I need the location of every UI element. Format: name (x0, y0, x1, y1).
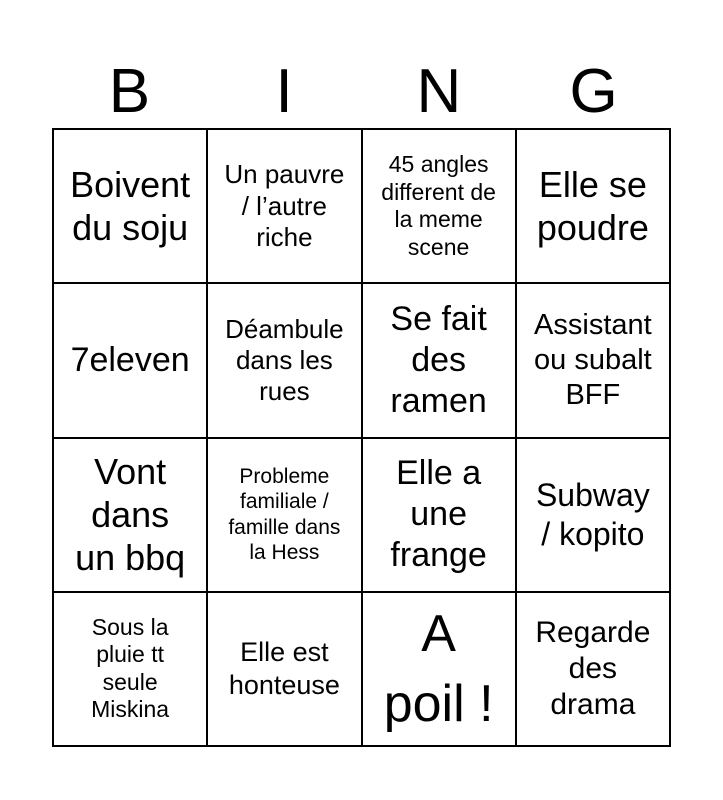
bingo-cell[interactable]: 45 angles different de la meme scene (362, 129, 516, 283)
bingo-cell[interactable]: Se fait des ramen (362, 283, 516, 437)
bingo-cell[interactable]: Regarde des drama (516, 592, 670, 746)
bingo-cell[interactable]: Elle a une frange (362, 438, 516, 592)
header-letter-b: B (108, 57, 151, 126)
bingo-cell[interactable]: Sous la pluie tt seule Miskina (53, 592, 207, 746)
bingo-grid (52, 128, 671, 747)
header-letter-n: N (416, 57, 462, 126)
bingo-cell[interactable]: Subway / kopito (516, 438, 670, 592)
bingo-header (52, 52, 671, 132)
bingo-cell[interactable]: Boivent du soju (53, 129, 207, 283)
bingo-cell[interactable]: A poil ! (362, 592, 516, 746)
bingo-cell[interactable]: Elle se poudre (516, 129, 670, 283)
bingo-cell[interactable]: Un pauvre / l’autre riche (207, 129, 361, 283)
bingo-cell[interactable]: Assistant ou subalt BFF (516, 283, 670, 437)
header-letter-g: G (569, 57, 618, 126)
header-letter-i: I (275, 57, 293, 126)
bingo-cell[interactable]: Vont dans un bbq (53, 438, 207, 592)
bingo-cell[interactable]: 7eleven (53, 283, 207, 437)
bingo-cell[interactable]: Probleme familiale / famille dans la Hess (207, 438, 361, 592)
bingo-cell[interactable]: Elle est honteuse (207, 592, 361, 746)
bingo-cell[interactable]: Déambule dans les rues (207, 283, 361, 437)
